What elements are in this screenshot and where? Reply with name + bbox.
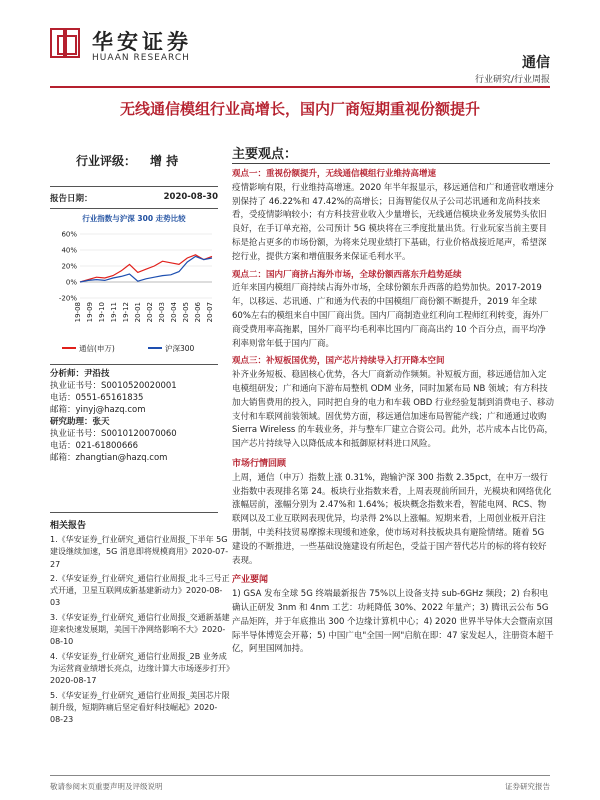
related-report-item[interactable]: 4.《华安证券_行业研究_通信行业周报_2B 业务成为运营商业绩增长亮点，边缘计算大市场逐步打开》2020-08-17 — [50, 651, 230, 686]
divider — [50, 208, 218, 209]
logo-english-text: HUAAN RESEARCH — [92, 53, 190, 63]
x-tick-label: 19-11 — [110, 302, 118, 323]
analyst-phone: 电话：0551-65161835 — [50, 393, 144, 403]
assistant-label: 研究助理： — [50, 417, 93, 427]
x-tick-label: 20-06 — [194, 302, 202, 323]
industry-news-heading: 产业要闻 — [232, 575, 269, 586]
assistant-email[interactable]: 邮箱：zhangtian@hazq.com — [50, 453, 168, 463]
footer-disclaimer: 敬请参阅末页重要声明及评级说明 — [50, 782, 163, 791]
related-report-item[interactable]: 5.《华安证券_行业研究_通信行业周报_美国芯片限制升级，短期阵痛后坚定看好科技崛起》2020-08-23 — [50, 690, 230, 725]
analyst-label: 分析师： — [50, 369, 85, 379]
report-title: 无线通信模组行业高增长，国内厂商短期重视份额提升 — [119, 100, 480, 118]
chart-title: 行业指数与沪深 300 走势比较 — [82, 214, 186, 223]
header-divider — [50, 86, 550, 88]
industry-rating — [76, 152, 178, 169]
x-tick-label: 20-07 — [206, 302, 214, 323]
y-tick-label: 60% — [61, 230, 77, 239]
point-three-heading: 观点三：补短板国优势，国产芯片持续导入打开降本空间 — [232, 356, 445, 367]
analyst-name: 尹沿技 — [84, 369, 110, 379]
report-type: 行业研究/行业周报 — [474, 75, 550, 85]
point-one-heading: 观点一：重视份额提升，无线通信模组行业维持高增速 — [232, 169, 437, 179]
report-date-value: 2020-08-30 — [163, 192, 218, 202]
divider — [50, 186, 218, 187]
rating-label: 行业评级： — [76, 154, 137, 168]
footer-divider — [50, 775, 550, 776]
x-tick-label: 19-12 — [122, 302, 130, 323]
x-tick-label: 20-02 — [146, 302, 154, 323]
footer-label: 证券研究报告 — [505, 782, 550, 791]
assistant-name: 张天 — [92, 417, 110, 427]
related-report-item[interactable]: 2.《华安证券_行业研究_通信行业周报_北斗三号正式开通，卫星互联网成新基建新动力》2020-08-03 — [50, 573, 230, 608]
legend-label: 通信(申万) — [79, 344, 115, 353]
related-report-item[interactable]: 1.《华安证券_行业研究_通信行业周报_下半年 5G 建设继续加速，5G 消息即将规模商用》2020-07-27 — [50, 535, 229, 569]
assistant-cert: 执业证书号：S0010120070060 — [50, 429, 177, 439]
point-one-body: 疫情影响有限，行业维持高增速。2020 年半年报显示，移远通信和广和通营收增速分别保持了 46.22%和 47.42%的高增长；日海智能仅从子公司芯讯通和龙尚科技来看，受疫情影响较小；有方科技营业收入少量增长，无线通信模块业务发展势头依旧良好，在手订单充裕，公司预计 5G 模块将在三季度批量出货。行业玩家当前主要目标是抢占更多的市场份额，为将来兑现业绩打下基础，行业价格战接近尾声，希望深挖行业，提供方案和增值服务来保证毛利水平。 — [232, 182, 554, 262]
x-tick-label: 20-04 — [170, 302, 178, 323]
point-two-heading: 观点二：国内厂商挤占海外市场，全球份额西落东升趋势延续 — [232, 269, 462, 280]
logo-icon — [50, 28, 80, 58]
related-report-item[interactable]: 3.《华安证券_行业研究_通信行业周报_交通新基建迎来快速发展期，美国干净网络影响不大》2020-08-10 — [50, 612, 230, 647]
industry-label: 通信 — [522, 55, 550, 71]
logo-chinese-text: 华安证券 — [92, 29, 192, 54]
x-tick-label: 20-05 — [182, 302, 190, 323]
legend-label: 沪深300 — [165, 344, 195, 353]
key-points-title: 主要观点： — [232, 147, 298, 162]
point-three-body: 补齐业务短板、稳固核心优势，各大厂商新动作频频。补短板方面，移远通信加入定电模组研发；广和通向下游布局整机 ODM 业务，同时加紧布局 NB 领域；有方科技加大销售费用的投入，同时把自身的电力和车载 OBD 行业经验复制到消费电子、移动支付和车联网前装领域。固优势方面，移远通信加速布局智能产线；广和通通过收购 Sierra Wireless 的车载业务，并与整车厂建立合资公司。此外，芯片成本占比仍高，国产芯片持续导入以降低成本和抵御原材料进口风险。 — [232, 370, 554, 450]
x-tick-label: 19-08 — [74, 302, 82, 323]
market-review-body: 上周，通信（申万）指数上涨 0.31%，跑输沪深 300 指数 2.35pct，在申万一级行业指数中表现排名第 24。板块行业指数来看，上周表现前所回升，光模块和网络优化涨幅居前，涨幅分别为 2.47%和 1.64%；板块概念指数来看，智能电网、RCS、物联网以及工业互联网表现优异，均录得 2%以上涨幅。短期来看，上周创业板开启注册制，中美科技贸易摩擦未现缓和迹象，使市场对科技板块具有避险情绪。随着 5G 建设的不断推进，一些基础设施建设有所起色，受益于国产替代芯片的标的将有较好表现。 — [232, 472, 552, 566]
y-tick-label: 0% — [65, 278, 77, 287]
divider — [50, 512, 218, 513]
key-points-body — [232, 168, 554, 657]
y-tick-label: 40% — [61, 246, 77, 255]
analyst-block — [50, 368, 218, 464]
x-tick-label: 19-09 — [86, 302, 94, 323]
divider — [50, 364, 218, 365]
x-tick-label: 20-03 — [158, 302, 166, 323]
y-tick-label: 20% — [61, 262, 77, 271]
analyst-email[interactable]: 邮箱：yinyj@hazq.com — [50, 405, 146, 415]
x-tick-label: 20-01 — [134, 302, 142, 323]
market-review-heading: 市场行情回顾 — [232, 458, 287, 469]
key-points-divider — [232, 163, 550, 164]
industry-news-body: 1) GSA 发布全球 5G 终端最新报告 75%以上设备支持 sub-6GHz 频段；2) 台积电确认正研发 3nm 和 4nm 工艺：功耗降低 30%、2022 年量产；3) 腾讯云公布 5G 产品矩阵，并于年底推出 300 个边缘计算机中心；4) 2020 世界半导体大会暨南京国际半导体博览会开幕；5) 中国广电"全国一网"启航在即：47 家发起人，注册资本超千亿，阿里国网加持。 — [232, 589, 554, 655]
y-tick-label: -20% — [58, 294, 77, 303]
related-reports-list — [50, 534, 230, 728]
rating-value: 增 持 — [150, 154, 179, 168]
report-date-label: 报告日期： — [50, 194, 93, 204]
report-date-row — [50, 192, 218, 204]
assistant-phone: 电话：021-61800666 — [50, 441, 139, 451]
related-reports-title: 相关报告 — [50, 521, 87, 531]
index-comparison-chart — [50, 228, 218, 358]
analyst-cert: 执业证书号：S0010520020001 — [50, 381, 177, 391]
x-tick-label: 19-10 — [98, 302, 106, 323]
point-two-body: 近年来国内模组厂商持续占海外市场，全球份额东升西落的趋势加快。2017-2019 年，以移远、芯讯通、广和通为代表的中国模组厂商份额不断提升，2019 年全球 60%左右的模组来自中国厂商出货。国内厂商制造业红利向工程师红利转变，海外厂商受费用率高拖累，国外厂商平均毛利率比国内厂商高出约 10 个百分点，而平均净利率则常年低于国内厂商。 — [232, 283, 549, 349]
